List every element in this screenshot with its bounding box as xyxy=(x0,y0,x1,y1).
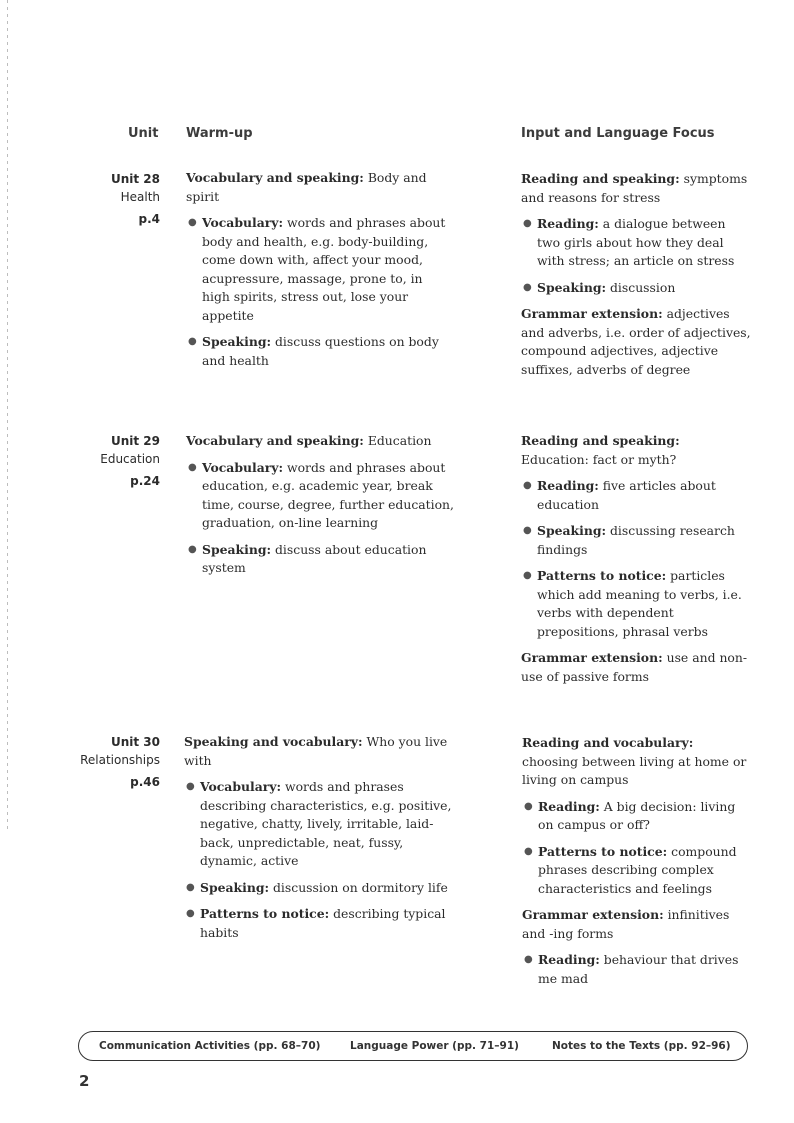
warmup-bullet: ● Speaking: discussion on dormitory life xyxy=(184,879,452,898)
bullet-icon: ● xyxy=(523,525,532,536)
footer-communication: Communication Activities (pp. 68–70) xyxy=(99,1040,321,1052)
bullet-icon: ● xyxy=(188,336,197,347)
unit-topic: Health xyxy=(120,190,160,204)
input-bullet: ● Patterns to notice: particles which add meaning to verbs, i.e. verbs with dependent prepositions, phrasal verbs xyxy=(523,568,742,639)
unit-28-label xyxy=(0,170,160,228)
bullet-icon: ● xyxy=(524,800,533,812)
scan-edge-line xyxy=(7,0,8,830)
page-number: 2 xyxy=(79,1072,90,1090)
warmup-bullet: ● Speaking: discuss questions on body and health xyxy=(188,334,439,368)
header-unit: Unit xyxy=(128,126,159,141)
bullet-icon: ● xyxy=(188,217,197,228)
unit-30-warmup xyxy=(184,733,452,950)
unit-28-input xyxy=(521,170,751,387)
warmup-bullet: ● Patterns to notice: describing typical habits xyxy=(186,906,446,940)
bullet-icon: ● xyxy=(186,908,195,919)
input-paragraph: Grammar extension: use and non-use of passive forms xyxy=(521,650,748,684)
bullet-icon: ● xyxy=(524,845,533,857)
input-bullet: ● Reading: a dialogue between two girls about how they deal with stress; an article on stress xyxy=(523,216,735,268)
unit-page: p.46 xyxy=(130,775,160,789)
unit-name: Unit 28 xyxy=(110,172,160,186)
bullet-icon: ● xyxy=(523,480,532,491)
warmup-bullet: ● Vocabulary: words and phrases about body and health, e.g. body-building, come down with, affect your mood, acupressure, massage, prone to, in high spirits, stress out, lose your appetite xyxy=(188,215,446,323)
input-bullet: ● Reading: A big decision: living on campus or off? xyxy=(524,798,736,832)
input-bullet: ● Reading: behaviour that drives me mad xyxy=(524,952,739,986)
warmup-bullet: ● Vocabulary: words and phrases describing characteristics, e.g. positive, negative, chatty, lively, irritable, laid-back, unpredictable, neat, fussy, dynamic, active xyxy=(186,779,452,868)
unit-name: Unit 30 xyxy=(110,735,160,749)
warmup-heading: Speaking and vocabulary: Who you live with xyxy=(184,734,448,768)
bullet-icon: ● xyxy=(188,461,197,473)
unit-29-warmup xyxy=(186,432,454,586)
unit-topic: Education xyxy=(100,452,160,466)
footer-bar xyxy=(78,1031,748,1061)
input-bullet: ● Speaking: discussing research findings xyxy=(523,523,735,557)
unit-29-label xyxy=(0,432,160,490)
warmup-heading: Vocabulary and speaking: Body and spirit xyxy=(186,170,427,204)
input-paragraph: Grammar extension: adjectives and adverbs, i.e. order of adjectives, compound adjectives, adjective suffixes, adverbs of degree xyxy=(521,306,751,377)
warmup-bullet: ● Speaking: discuss about education system xyxy=(188,541,427,575)
unit-30-label xyxy=(0,733,160,791)
input-bullet: ● Reading: five articles about education xyxy=(523,478,716,512)
footer-language: Language Power (pp. 71–91) xyxy=(350,1040,519,1052)
bullet-icon: ● xyxy=(523,570,532,581)
unit-28-warmup xyxy=(186,169,454,378)
input-bullet: ● Patterns to notice: compound phrases describing complex characteristics and feelings xyxy=(524,843,737,896)
input-paragraph: Reading and speaking: Education: fact or myth? xyxy=(521,433,680,467)
bullet-icon: ● xyxy=(524,954,533,965)
warmup-heading: Vocabulary and speaking: Education xyxy=(186,433,432,448)
bullet-icon: ● xyxy=(186,781,195,792)
input-bullet: ● Speaking: discussion xyxy=(521,279,751,298)
bullet-icon: ● xyxy=(186,881,195,893)
unit-page: p.24 xyxy=(130,474,160,488)
unit-page: p.4 xyxy=(138,212,160,226)
input-paragraph: Reading and vocabulary: choosing between living at home or living on campus xyxy=(522,735,747,787)
unit-topic: Relationships xyxy=(80,753,160,767)
footer-notes: Notes to the Texts (pp. 92–96) xyxy=(552,1040,731,1052)
input-paragraph: Grammar extension: infinitives and -ing forms xyxy=(522,907,730,941)
unit-name: Unit 29 xyxy=(110,434,160,448)
bullet-icon: ● xyxy=(188,543,197,555)
unit-30-input xyxy=(522,734,752,996)
warmup-bullet: ● Vocabulary: words and phrases about education, e.g. academic year, break time, course, degree, further education, graduation, on-line learning xyxy=(188,459,454,530)
bullet-icon: ● xyxy=(523,281,532,293)
input-paragraph: Reading and speaking: symptoms and reasons for stress xyxy=(521,171,748,205)
unit-29-input xyxy=(521,432,751,694)
bullet-icon: ● xyxy=(523,218,532,229)
header-input: Input and Language Focus xyxy=(521,126,715,141)
header-warmup: Warm-up xyxy=(186,126,253,141)
